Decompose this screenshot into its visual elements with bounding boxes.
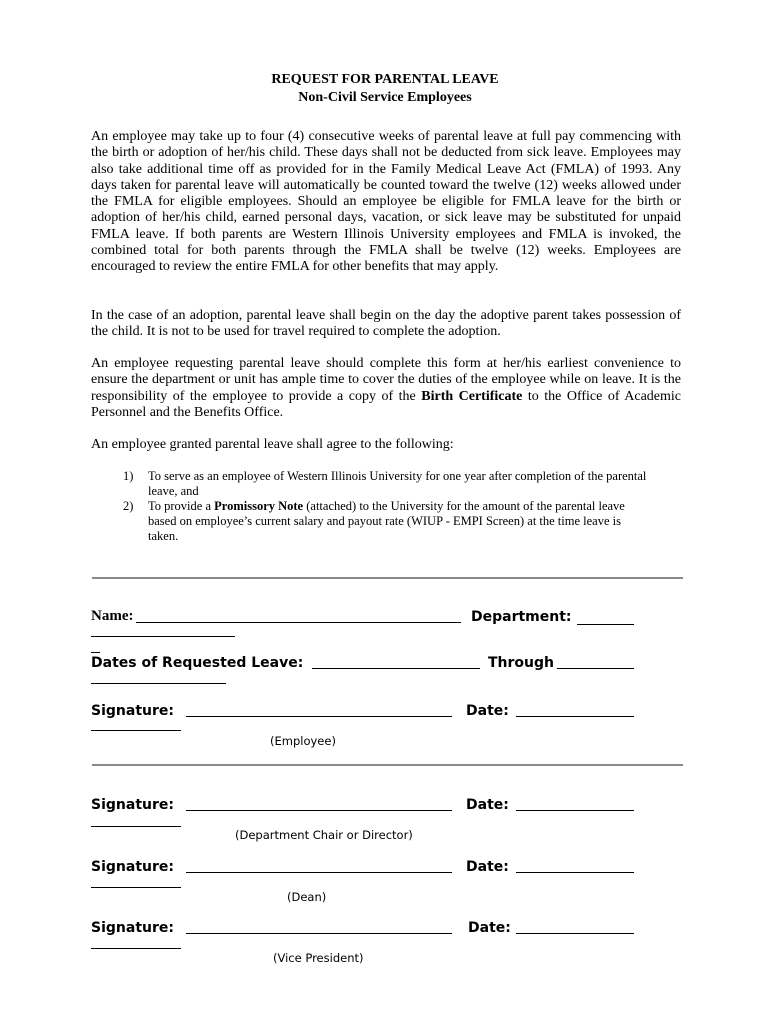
chair-date-label: Date:	[466, 797, 509, 813]
leave-end-date-field[interactable]	[557, 668, 634, 669]
vp-caption: (Vice President)	[273, 951, 364, 965]
paragraph-agreement-intro: An employee granted parental leave shall agree to the following:	[91, 437, 454, 452]
leave-end-date-field-continuation[interactable]	[91, 683, 226, 684]
employee-date-field[interactable]	[516, 716, 634, 717]
list-number: 2)	[123, 499, 134, 513]
agreement-list	[123, 469, 648, 544]
department-field[interactable]	[577, 624, 634, 625]
vp-date-field[interactable]	[516, 933, 634, 934]
chair-signature-field[interactable]	[186, 810, 452, 811]
dean-date-field[interactable]	[516, 872, 634, 873]
paragraph-request-procedure	[91, 356, 681, 421]
through-label: Through	[488, 655, 554, 671]
list-item	[123, 499, 648, 544]
employee-caption: (Employee)	[270, 734, 336, 748]
vp-signature-label: Signature:	[91, 920, 174, 936]
chair-date-field[interactable]	[516, 810, 634, 811]
form-title: REQUEST FOR PARENTAL LEAVE	[271, 72, 499, 87]
dean-signature-field[interactable]	[186, 872, 452, 873]
form-subtitle: Non-Civil Service Employees	[298, 90, 472, 105]
chair-caption: (Department Chair or Director)	[235, 828, 413, 842]
paragraph-fmla-policy: An employee may take up to four (4) consecutive weeks of parental leave at full pay commencing with the birth or adoption of her/his child. These days shall not be deducted from sick leave. Employees may also take additional time off as provided for in the Family Medical Leave Act (FMLA) of 1993. Any days taken for parental leave will automatically be counted toward the twelve (12) weeks allowed under the FMLA for eligible employees. Should an employee be eligible for FMLA leave for the birth or adoption of her/his child, earned personal days, vacation, or sick leave may be substituted for unpaid FMLA leave. If both parents are Western Illinois University employees and FMLA is invoked, the combined total for both parents through the FMLA shall be twelve (12) weeks. Employees are encouraged to review the entire FMLA for other benefits that may apply.	[91, 129, 681, 275]
vp-date-field-continuation[interactable]	[91, 948, 181, 949]
name-label: Name:	[91, 608, 134, 624]
dean-signature-label: Signature:	[91, 859, 174, 875]
list-item	[123, 469, 648, 499]
dates-requested-label: Dates of Requested Leave:	[91, 655, 304, 671]
birth-certificate-emphasis: Birth Certificate	[421, 388, 523, 404]
paragraph-adoption: In the case of an adoption, parental leave shall begin on the day the adoptive parent takes possession of the child. It is not to be used for travel required to complete the adoption.	[91, 308, 681, 340]
dean-date-label: Date:	[466, 859, 509, 875]
list-item-text: To provide a	[148, 499, 215, 513]
paragraph-text: to the Office of Academic Personnel and the Benefits Office.	[91, 388, 681, 420]
list-number: 1)	[123, 469, 134, 483]
vp-date-label: Date:	[468, 920, 511, 936]
department-field-continuation[interactable]	[91, 636, 235, 637]
section-divider	[92, 764, 683, 766]
department-label: Department:	[471, 609, 572, 625]
employee-signature-field[interactable]	[186, 716, 452, 717]
dean-caption: (Dean)	[287, 890, 327, 904]
dean-date-field-continuation[interactable]	[91, 887, 181, 888]
department-field-continuation[interactable]	[91, 652, 100, 653]
promissory-note-emphasis: Promissory Note	[214, 499, 304, 513]
employee-date-label: Date:	[466, 703, 509, 719]
paragraph-text: An employee requesting parental leave should complete this form at her/his earliest convenience to ensure the department or unit has ample time to cover the duties of the employee while on leave. It is the responsibility of the employee to provide a copy of the	[91, 356, 681, 404]
section-divider	[92, 577, 683, 579]
employee-date-field-continuation[interactable]	[91, 730, 181, 731]
chair-signature-label: Signature:	[91, 797, 174, 813]
employee-signature-label: Signature:	[91, 703, 174, 719]
name-field[interactable]	[136, 622, 461, 623]
list-item-text: To serve as an employee of Western Illinois University for one year after completion of the parental leave, and	[148, 469, 647, 498]
leave-start-date-field[interactable]	[312, 668, 480, 669]
list-item-text: (attached) to the University for the amount of the parental leave based on employee’s current salary and payout rate (WIUP - EMPI Screen) at the time leave is taken.	[148, 499, 625, 543]
vp-signature-field[interactable]	[186, 933, 452, 934]
chair-date-field-continuation[interactable]	[91, 826, 181, 827]
